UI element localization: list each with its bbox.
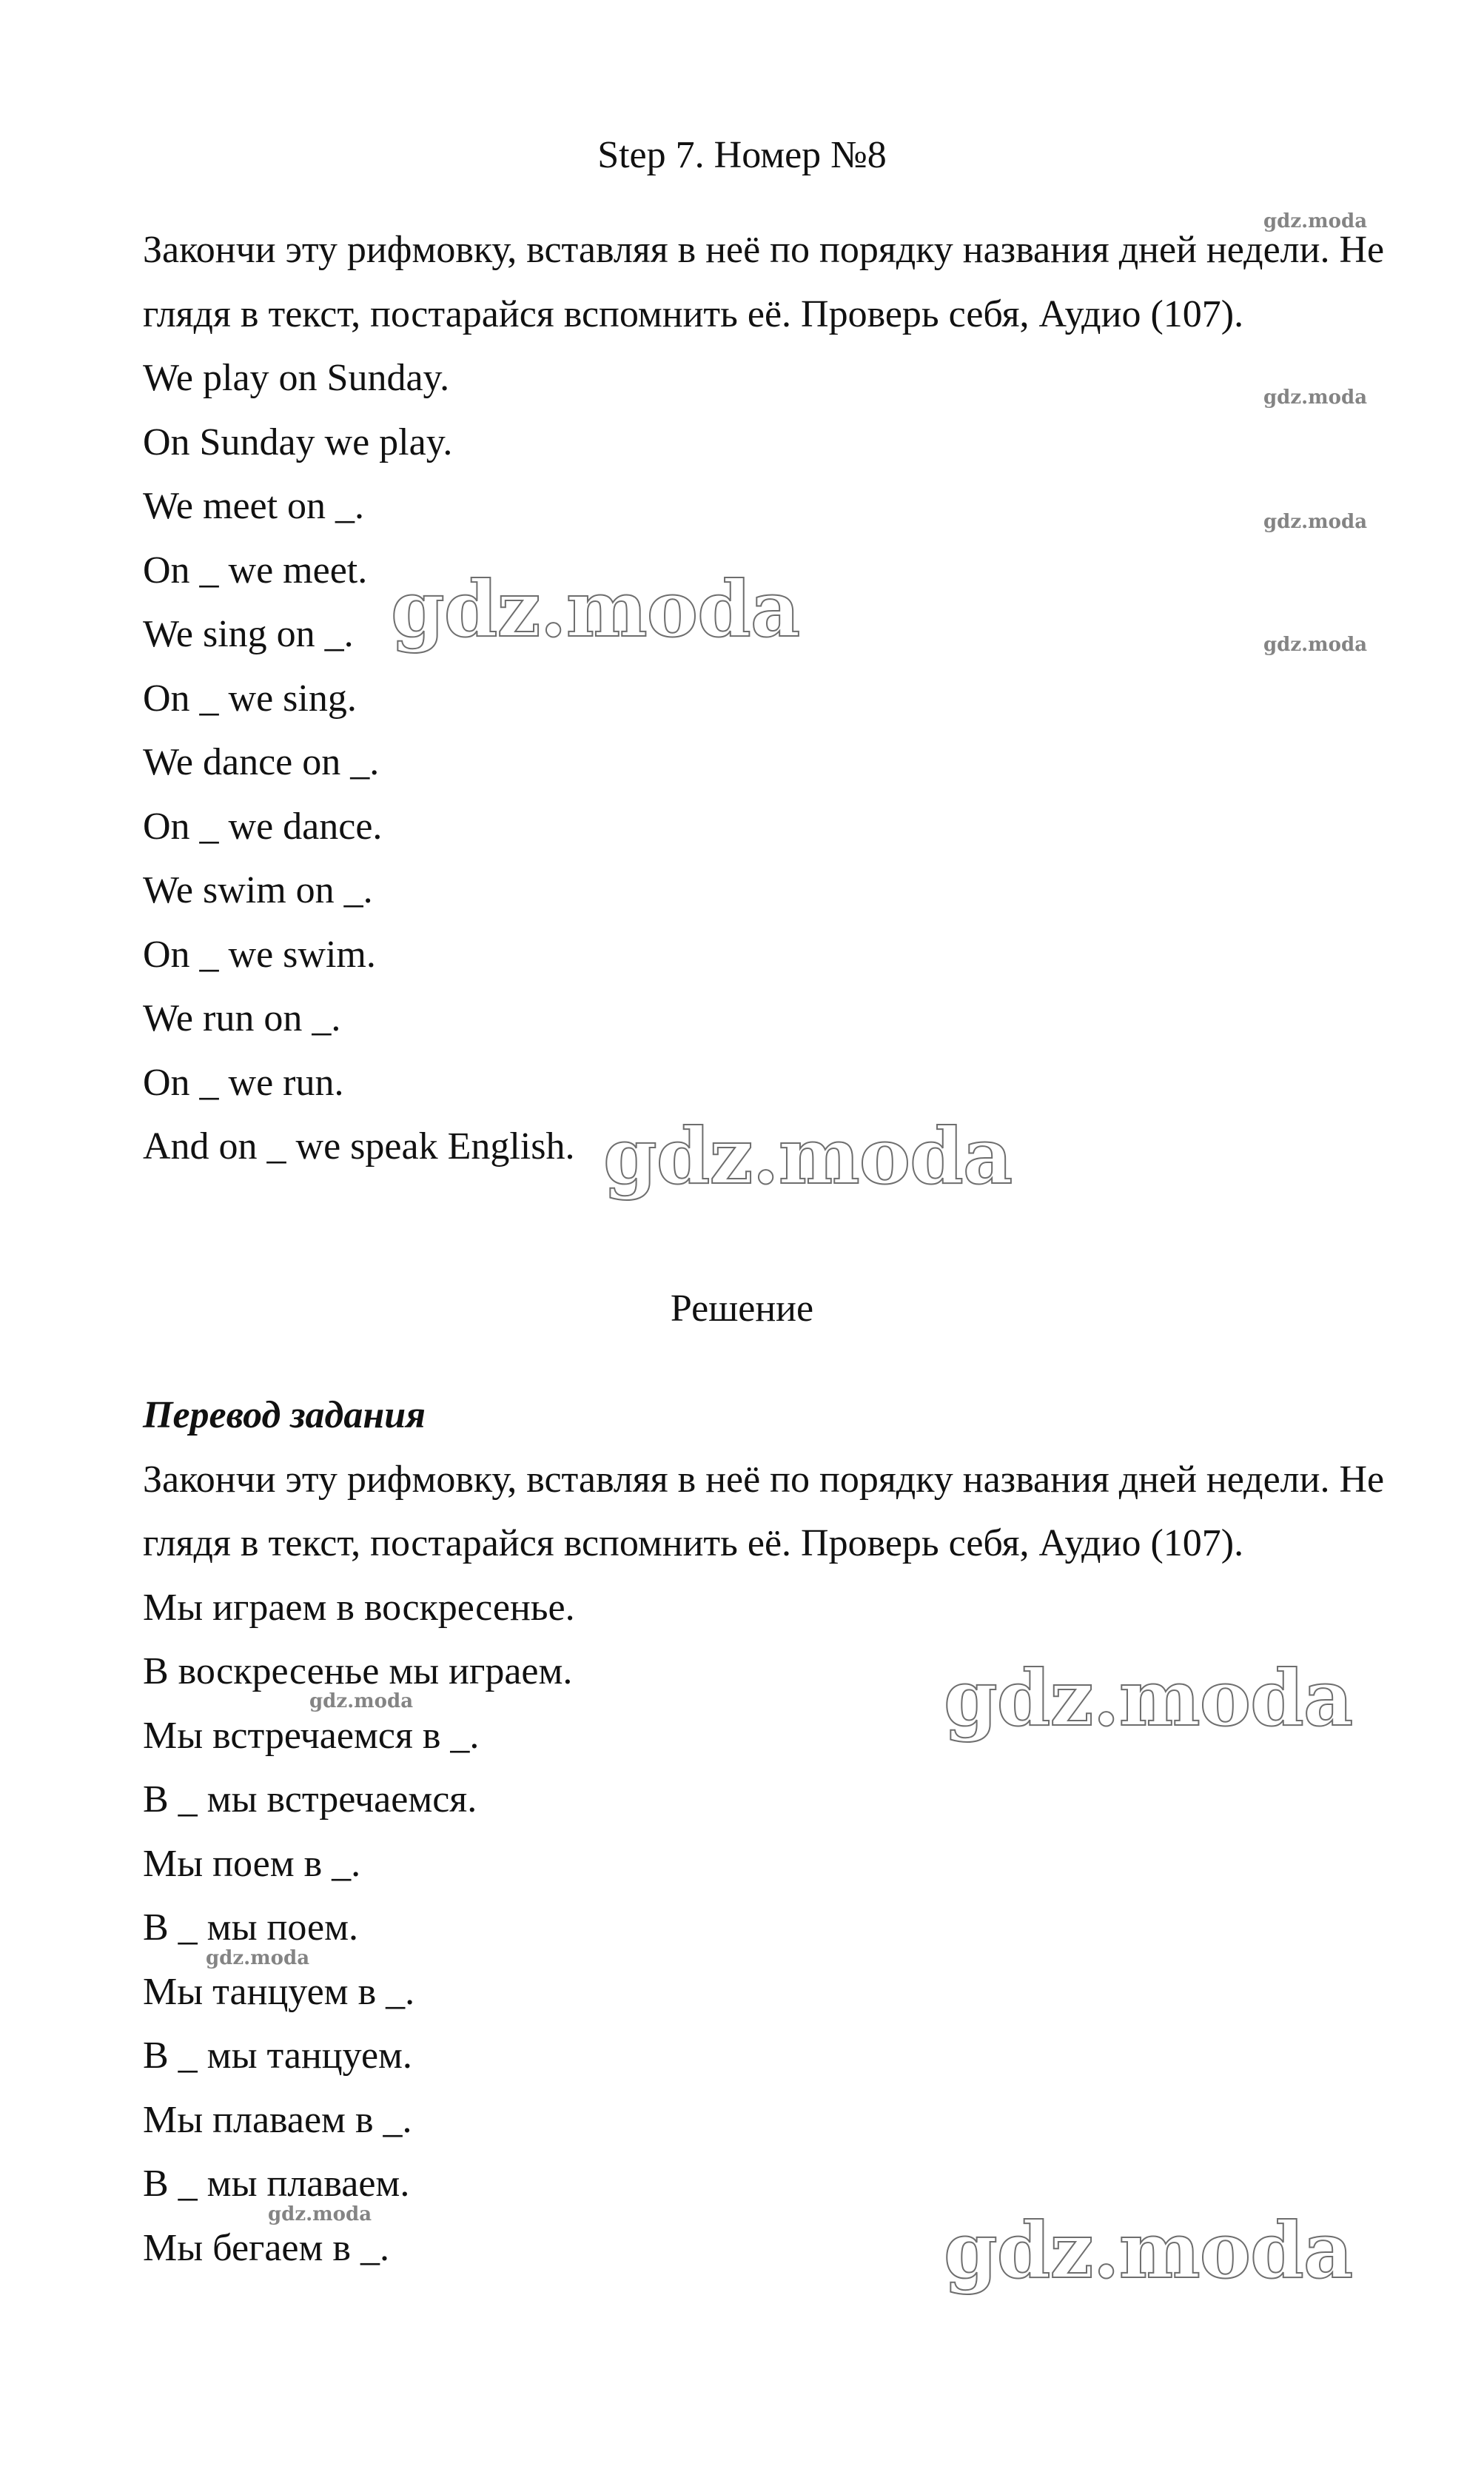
watermark: gdz.moda — [309, 1690, 414, 1712]
watermark: gdz.moda — [206, 1947, 310, 1969]
rhyme-line: We run on _. — [143, 997, 341, 1039]
watermark: gdz.moda — [268, 2203, 372, 2225]
rhyme-line: On _ we run. — [143, 1061, 344, 1104]
translation-instruction: Закончи эту рифмовку, вставляя в неё по порядку названия дней недели. Не глядя в текст, постарайся вспомнить её. Проверь себя, Аудио (107). — [143, 1458, 1385, 1564]
rhyme-line: And on _ we speak English. — [143, 1125, 575, 1168]
rhyme-line: On _ we dance. — [143, 805, 383, 848]
solution-heading: Решение — [670, 1287, 814, 1330]
task-block — [143, 218, 1401, 1179]
solution-block — [143, 1384, 1401, 2280]
watermark: gdz.moda — [1263, 210, 1368, 232]
translated-line: Мы бегаем в _. — [143, 2226, 389, 2269]
rhyme-line: On _ we sing. — [143, 677, 357, 720]
watermark: gdz.moda — [944, 1652, 1353, 1744]
translated-line: Мы поем в _. — [143, 1842, 361, 1885]
translated-line: В _ мы встречаемся. — [143, 1778, 477, 1821]
watermark: gdz.moda — [1263, 634, 1368, 656]
task-instruction: Закончи эту рифмовку, вставляя в неё по порядку названия дней недели. Не глядя в текст, постарайся вспомнить её. Проверь себя, Аудио (107). — [143, 229, 1385, 335]
translated-line: Мы встречаемся в _. — [143, 1714, 480, 1757]
translated-line: В воскресенье мы играем. — [143, 1650, 573, 1692]
translated-line: Мы танцуем в _. — [143, 1970, 415, 2013]
rhyme-line: We dance on _. — [143, 741, 380, 783]
page-title: Step 7. Номер №8 — [597, 134, 887, 176]
translated-line: Мы плаваем в _. — [143, 2098, 412, 2141]
translated-line: В _ мы плаваем. — [143, 2163, 410, 2205]
rhyme-line: On _ we swim. — [143, 933, 376, 976]
rhyme-line: We sing on _. — [143, 613, 354, 655]
rhyme-line: On Sunday we play. — [143, 421, 453, 463]
translated-line: В _ мы танцуем. — [143, 2034, 412, 2077]
rhyme-line: We meet on _. — [143, 485, 365, 527]
rhyme-line: On _ we meet. — [143, 549, 368, 592]
translated-line: В _ мы поем. — [143, 1906, 358, 1949]
watermark: gdz.moda — [944, 2205, 1353, 2296]
watermark: gdz.moda — [1263, 511, 1368, 533]
rhyme-line: We swim on _. — [143, 869, 373, 911]
translation-heading: Перевод задания — [143, 1394, 426, 1436]
watermark: gdz.moda — [391, 563, 800, 654]
translated-line: Мы играем в воскресенье. — [143, 1586, 575, 1629]
watermark: gdz.moda — [603, 1111, 1013, 1202]
rhyme-line: We play on Sunday. — [143, 357, 450, 399]
watermark: gdz.moda — [1263, 386, 1368, 409]
